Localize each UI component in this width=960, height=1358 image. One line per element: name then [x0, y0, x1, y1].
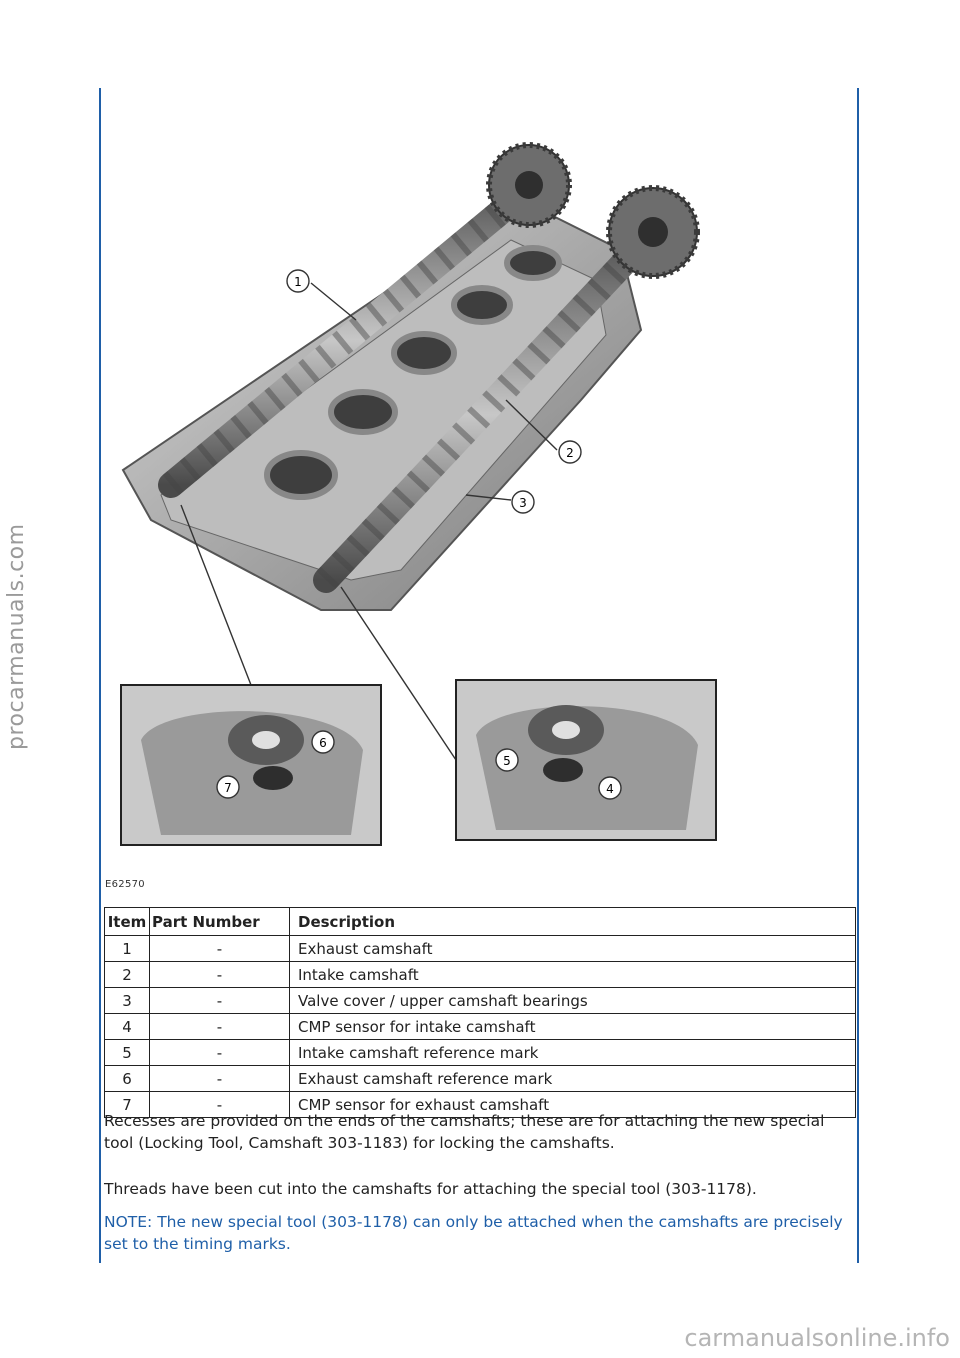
note-text: NOTE: The new special tool (303-1178) can only be attached when the camshafts are precisely set to the timing marks.: [104, 1213, 843, 1253]
row-part-number: -: [150, 962, 290, 988]
row-item: 6: [105, 1066, 150, 1092]
svg-text:4: 4: [606, 782, 614, 796]
table-row: [105, 1014, 856, 1040]
callout-5: [496, 749, 518, 771]
callout-3: [512, 491, 534, 513]
row-description: Intake camshaft: [290, 962, 856, 988]
row-part-number: -: [150, 1066, 290, 1092]
row-item: 1: [105, 936, 150, 962]
row-item: 2: [105, 962, 150, 988]
table-row: [105, 962, 856, 988]
table-row: [105, 1040, 856, 1066]
bottom-watermark: carmanualsonline.info: [684, 1324, 950, 1352]
row-description: Exhaust camshaft: [290, 936, 856, 962]
callout-1: [287, 270, 309, 292]
callout-2: [559, 441, 581, 463]
callout-7: [217, 776, 239, 798]
camshaft-illustration: [101, 100, 857, 900]
row-item: 5: [105, 1040, 150, 1066]
side-watermark: procarmanuals.com: [4, 523, 29, 750]
table-row: [105, 936, 856, 962]
header-part-number: Part Number: [150, 908, 290, 936]
svg-text:1: 1: [294, 275, 302, 289]
svg-text:6: 6: [319, 736, 327, 750]
callout-4: [599, 777, 621, 799]
parts-table: [104, 907, 856, 1118]
row-part-number: -: [150, 988, 290, 1014]
row-description: Intake camshaft reference mark: [290, 1040, 856, 1066]
row-part-number: -: [150, 1014, 290, 1040]
detail-inset-exhaust: [121, 685, 381, 845]
svg-text:5: 5: [503, 754, 511, 768]
svg-text:2: 2: [566, 446, 574, 460]
table-row: [105, 1066, 856, 1092]
detail-inset-intake: [456, 680, 716, 840]
row-description: Exhaust camshaft reference mark: [290, 1066, 856, 1092]
figure-id: E62570: [105, 879, 145, 890]
paragraph-recesses: Recesses are provided on the ends of the camshafts; these are for attaching the new special tool (Locking Tool, Camshaft 303-1183) for locking the camshafts.: [104, 1112, 825, 1152]
right-margin-rule: [857, 88, 859, 1263]
row-description: CMP sensor for exhaust camshaft: [290, 1092, 856, 1118]
row-item: 7: [105, 1092, 150, 1118]
row-description: Valve cover / upper camshaft bearings: [290, 988, 856, 1014]
table-header-row: [105, 908, 856, 936]
row-item: 4: [105, 1014, 150, 1040]
header-item: Item: [105, 908, 150, 936]
row-part-number: -: [150, 1040, 290, 1066]
row-description: CMP sensor for intake camshaft: [290, 1014, 856, 1040]
row-item: 3: [105, 988, 150, 1014]
row-part-number: -: [150, 936, 290, 962]
callout-6: [312, 731, 334, 753]
svg-text:3: 3: [519, 496, 527, 510]
row-part-number: -: [150, 1092, 290, 1118]
table-row: [105, 988, 856, 1014]
svg-text:7: 7: [224, 781, 232, 795]
header-description: Description: [290, 908, 856, 936]
paragraph-threads: Threads have been cut into the camshafts for attaching the special tool (303-1178).: [104, 1180, 757, 1198]
